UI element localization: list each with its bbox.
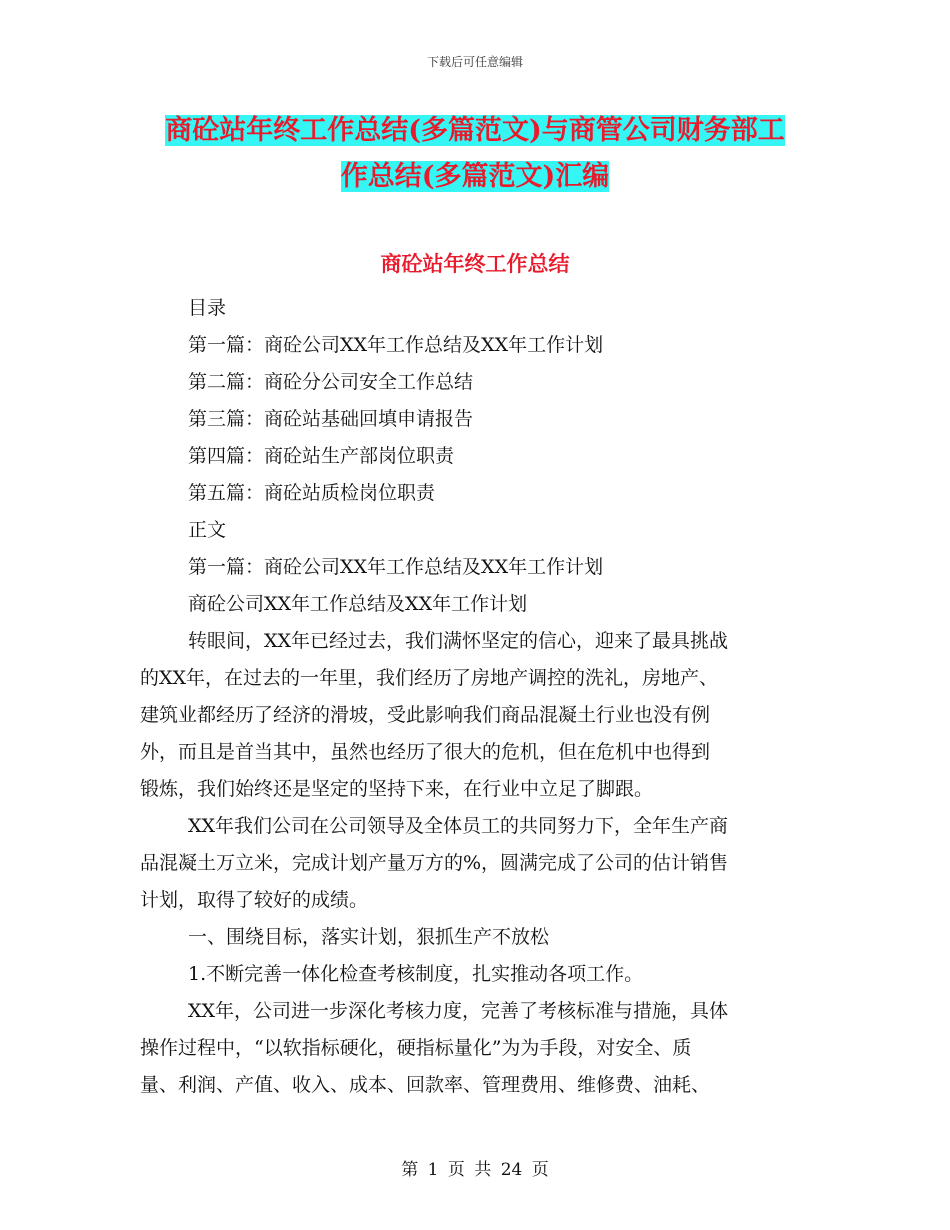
section-title: 商砼站年终工作总结 bbox=[380, 251, 570, 276]
paragraph-line: 转眼间，XX年已经过去，我们满怀坚定的信心，迎来了最具挑战 bbox=[188, 630, 729, 652]
header-note: 下载后可任意编辑 bbox=[426, 55, 523, 69]
subheading: 一、围绕目标，落实计划，狠抓生产不放松 bbox=[188, 926, 550, 948]
document-title bbox=[140, 108, 810, 200]
paragraph-line: 外，而且是首当其中，虽然也经历了很大的危机，但在危机中也得到 bbox=[140, 741, 711, 763]
document-title-line-2: 作总结(多篇范文)汇编 bbox=[340, 161, 610, 192]
chapter-subtitle: 商砼公司XX年工作总结及XX年工作计划 bbox=[188, 593, 528, 615]
toc-item: 第四篇：商砼站生产部岗位职责 bbox=[188, 445, 455, 467]
document-body bbox=[140, 290, 812, 1104]
paragraph-line: 计划，取得了较好的成绩。 bbox=[140, 889, 369, 911]
chapter-title: 第一篇：商砼公司XX年工作总结及XX年工作计划 bbox=[188, 556, 604, 578]
toc-item: 第三篇：商砼站基础回填申请报告 bbox=[188, 408, 474, 430]
paragraph-line: 建筑业都经历了经济的滑坡，受此影响我们商品混凝土行业也没有例 bbox=[140, 704, 711, 726]
paragraph-line: 品混凝土万立米，完成计划产量万方的%，圆满完成了公司的估计销售 bbox=[140, 852, 729, 874]
paragraph-line: 锻炼，我们始终还是坚定的坚持下来，在行业中立足了脚跟。 bbox=[140, 778, 654, 800]
toc-item: 第二篇：商砼分公司安全工作总结 bbox=[188, 371, 474, 393]
page-footer: 第 1 页 共 24 页 bbox=[401, 1160, 549, 1180]
paragraph-line: XX年，公司进一步深化考核力度，完善了考核标准与措施，具体 bbox=[188, 1000, 729, 1022]
toc-heading: 目录 bbox=[188, 297, 227, 319]
toc-item: 第五篇：商砼站质检岗位职责 bbox=[188, 482, 436, 504]
body-heading: 正文 bbox=[188, 519, 227, 541]
paragraph-line: XX年我们公司在公司领导及全体员工的共同努力下，全年生产商 bbox=[188, 815, 729, 837]
toc-item: 第一篇：商砼公司XX年工作总结及XX年工作计划 bbox=[188, 334, 604, 356]
paragraph-line: 操作过程中，“以软指标硬化，硬指标量化”为为手段，对安全、质 bbox=[140, 1037, 692, 1059]
paragraph-line: 的XX年，在过去的一年里，我们经历了房地产调控的洗礼，房地产、 bbox=[140, 667, 719, 689]
document-title-line-1: 商砼站年终工作总结(多篇范文)与商管公司财务部工 bbox=[165, 115, 785, 146]
paragraph-line: 量、利润、产值、收入、成本、回款率、管理费用、维修费、油耗、 bbox=[140, 1074, 711, 1096]
subheading: 1.不断完善一体化检查考核制度，扎实推动各项工作。 bbox=[188, 963, 644, 985]
